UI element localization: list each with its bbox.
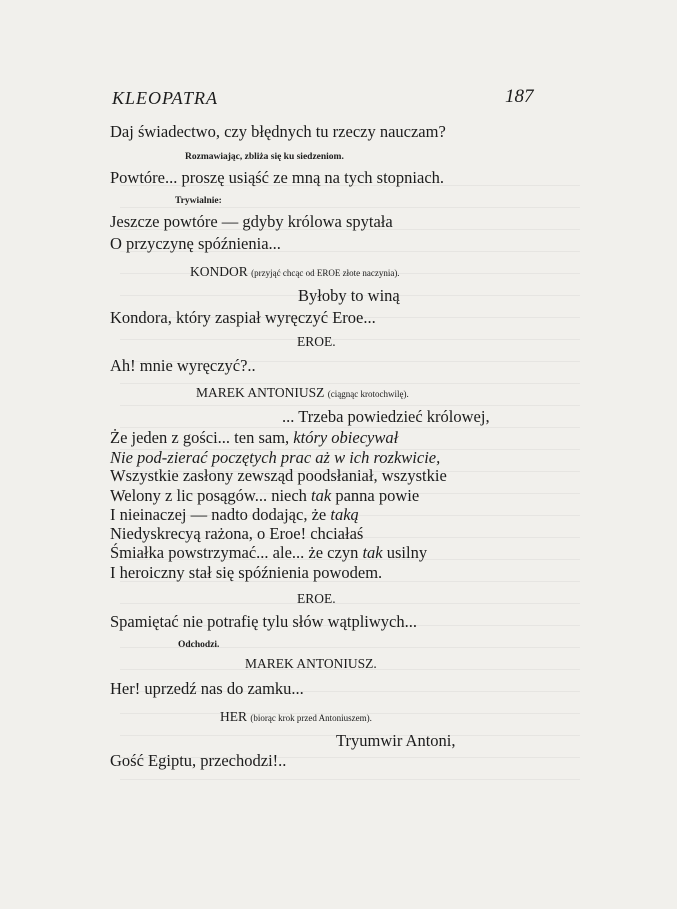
verse-line: Spamiętać nie potrafię tylu słów wątpliwych... [110,612,418,631]
verse-line: Kondora, który zaspiał wyręczyć Eroe... [110,308,376,327]
stage-direction: Trywialnie: [175,196,222,206]
verse-line: Daj świadectwo, czy błędnych tu rzeczy nauczam? [110,122,446,141]
speaker-heading: MAREK ANTONIUSZ. [245,656,377,671]
verse-line: Welony z lic posągów... niech tak panna powie [110,486,420,505]
speaker-direction: (ciągnąc krotochwilę). [327,389,409,399]
verse-line: O przyczynę spóźnienia... [110,234,281,253]
speaker-heading [190,264,400,280]
verse-line: Śmiałka powstrzymać... ale... że czyn tak usilny [110,543,428,562]
verse-line: I nieinaczej — nadto dodając, że taką [110,505,359,524]
page-number: 187 [505,86,534,107]
stage-direction: Odchodzi. [178,640,220,650]
speaker-name: HER [220,709,247,724]
verse-line: I heroiczny stał się spóźnienia powodem. [110,563,383,582]
verse-line: Gość Egiptu, przechodzi!.. [110,751,287,770]
stage-direction: Rozmawiając, zbliża się ku siedzeniom. [185,152,344,162]
speaker-heading [220,709,372,725]
verse-line: Tryumwir Antoni, [336,731,456,750]
verse-line: Nie pod-zierać poczętych prac aż w ich rozkwicie, [110,448,441,467]
verse-line: Jeszcze powtóre — gdyby królowa spytała [110,212,393,231]
running-head-title: KLEOPATRA [112,88,219,108]
verse-line: Her! uprzedź nas do zamku... [110,679,304,698]
speaker-name: MAREK ANTONIUSZ [196,385,325,400]
speaker-direction: (biorąc krok przed Antoniuszem). [250,713,372,723]
verse-line: Wszystkie zasłony zewsząd poodsłaniał, wszystkie [110,466,447,485]
speaker-direction: (przyjąć chcąc od EROE złote naczynia). [251,268,400,278]
speaker-heading: EROE. [297,591,336,606]
verse-line: Niedyskrecyą rażona, o Eroe! chciałaś [110,524,364,543]
verse-line: Że jeden z gości... ten sam, który obiecywał [110,428,399,447]
verse-line: Powtóre... proszę usiąść ze mną na tych stopniach. [110,168,445,187]
verse-line: Ah! mnie wyręczyć?.. [110,356,256,375]
verse-line: Byłoby to winą [298,286,400,305]
speaker-heading [196,385,409,401]
speaker-heading: EROE. [297,334,336,349]
verse-line: ... Trzeba powiedzieć królowej, [282,407,490,426]
speaker-name: KONDOR [190,264,248,279]
